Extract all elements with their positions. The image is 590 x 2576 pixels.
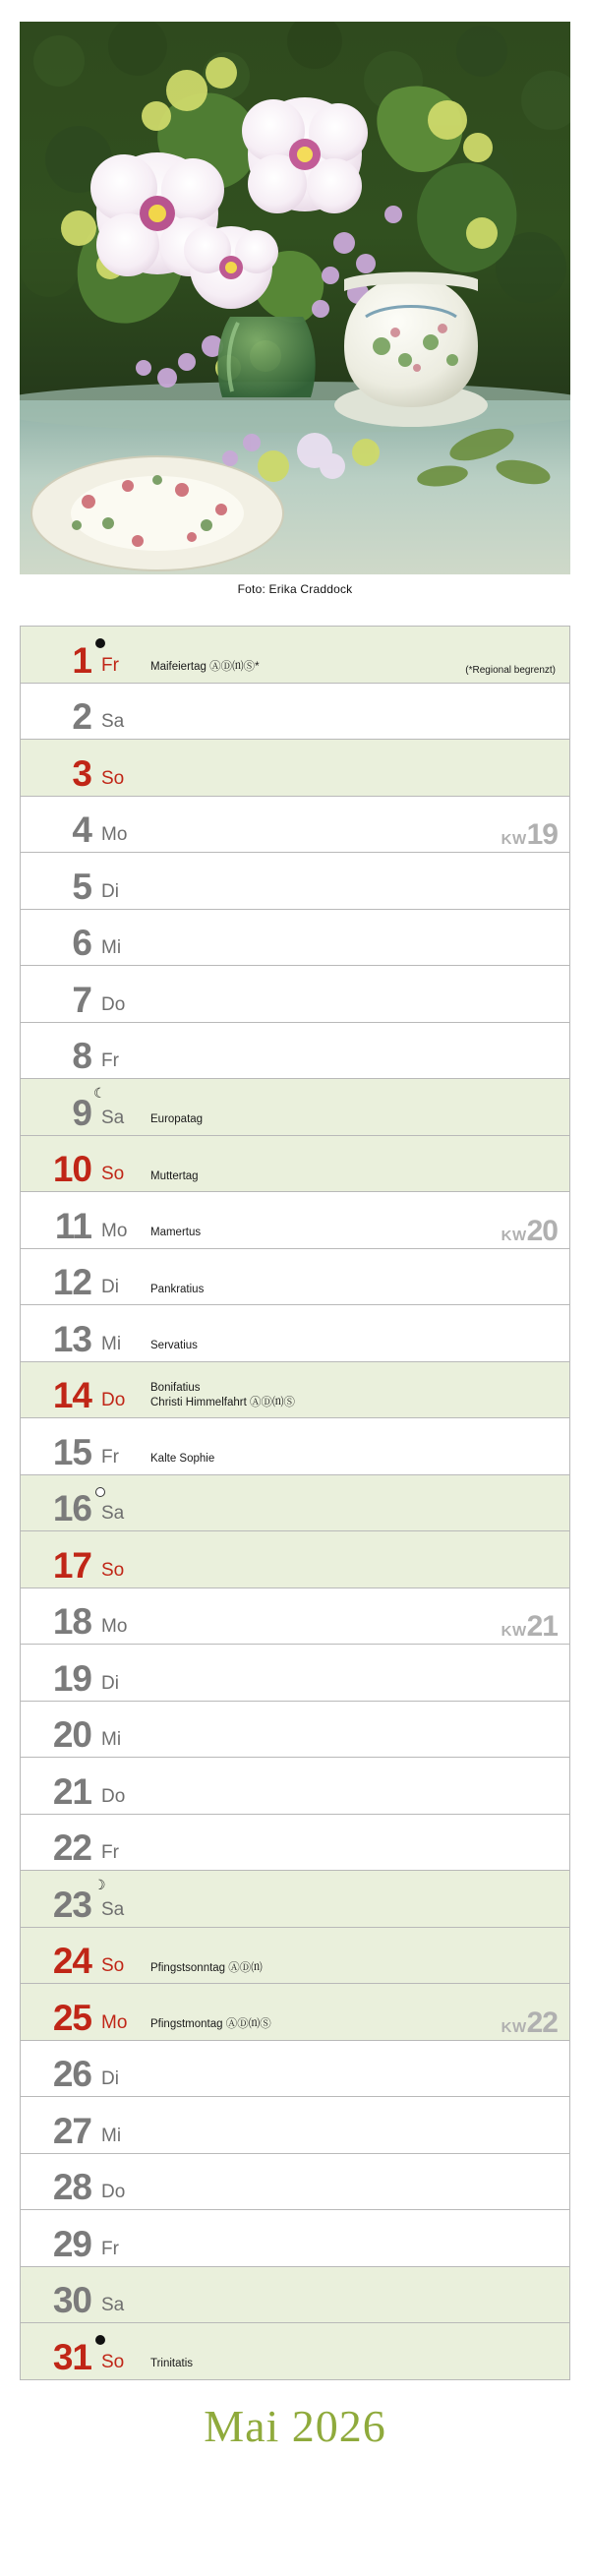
- day-weekday: Fr: [101, 1842, 119, 1863]
- day-number: 9: [72, 1092, 91, 1133]
- day-weekday: Sa: [101, 1107, 125, 1128]
- day-number: 12: [52, 1262, 91, 1302]
- day-weekday: Fr: [101, 2238, 119, 2259]
- day-weekday: So: [101, 767, 125, 789]
- day-events: [145, 1523, 556, 1530]
- day-weekday: Sa: [101, 2295, 125, 2315]
- full-moon-icon: [95, 1487, 105, 1497]
- day-row[interactable]: [21, 910, 569, 967]
- day-row[interactable]: [21, 1079, 569, 1136]
- day-events: [145, 788, 556, 796]
- week-number-value: 21: [526, 1610, 558, 1643]
- day-events: [145, 1580, 556, 1588]
- day-events: [145, 2314, 556, 2322]
- new-moon-icon: [95, 2335, 105, 2345]
- day-weekday: So: [101, 2351, 125, 2372]
- day-events: [145, 1919, 556, 1927]
- week-number-label: KW: [501, 831, 527, 848]
- day-number: 6: [72, 923, 91, 963]
- day-events: [145, 844, 556, 852]
- week-number-value: 22: [526, 2006, 558, 2039]
- day-weekday: Mo: [101, 2011, 128, 2033]
- day-row[interactable]: [21, 1192, 569, 1249]
- day-number: 8: [72, 1036, 91, 1076]
- day-events: [145, 1014, 556, 1022]
- day-weekday: Mo: [101, 824, 128, 845]
- footer: [20, 2398, 570, 2449]
- day-row[interactable]: [21, 1645, 569, 1702]
- day-events: [145, 731, 556, 739]
- day-weekday: Di: [101, 1672, 119, 1694]
- last-quarter-moon-icon: ☾: [93, 1085, 106, 1101]
- day-weekday: So: [101, 1955, 125, 1976]
- day-row[interactable]: [21, 1588, 569, 1646]
- day-event: Bonifatius: [150, 1382, 201, 1395]
- day-weekday: Sa: [101, 1503, 125, 1524]
- day-weekday: Fr: [101, 1446, 119, 1468]
- day-weekday: Mo: [101, 1616, 128, 1637]
- day-number: 26: [52, 2054, 91, 2094]
- day-number: 27: [52, 2110, 91, 2151]
- day-events: [145, 2088, 556, 2096]
- day-number: 22: [52, 1827, 91, 1868]
- day-number: 2: [72, 696, 91, 737]
- week-number-value: 20: [526, 1214, 558, 1247]
- day-weekday: So: [101, 1164, 125, 1184]
- day-events: [145, 1070, 556, 1078]
- day-number: 29: [52, 2223, 91, 2264]
- day-weekday: Mi: [101, 1729, 122, 1750]
- day-weekday: Mi: [101, 937, 122, 958]
- day-events: [145, 1339, 556, 1360]
- day-events: [145, 2017, 556, 2039]
- day-row[interactable]: [21, 740, 569, 797]
- week-number-label: KW: [501, 1227, 527, 1244]
- week-number-label: KW: [501, 1623, 527, 1640]
- day-event: Kalte Sophie: [150, 1453, 215, 1466]
- day-row[interactable]: [21, 1418, 569, 1475]
- day-events: [145, 2357, 556, 2378]
- day-row[interactable]: [21, 2267, 569, 2324]
- day-row[interactable]: [21, 2041, 569, 2098]
- first-quarter-moon-icon: ☽: [93, 1877, 106, 1892]
- day-row[interactable]: [21, 1702, 569, 1759]
- day-number: 25: [52, 1997, 91, 2038]
- day-row[interactable]: [21, 627, 569, 684]
- day-events: [145, 1112, 556, 1134]
- day-weekday: Fr: [101, 1050, 119, 1071]
- day-number: 3: [72, 752, 91, 794]
- week-number: [502, 820, 558, 850]
- day-number: 30: [52, 2280, 91, 2320]
- week-number: [502, 2008, 558, 2038]
- week-number-value: 19: [526, 818, 558, 851]
- day-weekday: Sa: [101, 1898, 125, 1920]
- day-number: 20: [52, 1714, 91, 1755]
- still-life-illustration: [20, 22, 570, 574]
- day-number: 1: [72, 639, 91, 681]
- photo-block: [20, 22, 570, 612]
- day-event: Pfingstsonntag ⒶⒹ⒩: [150, 1961, 263, 1974]
- day-events: [145, 2145, 556, 2153]
- day-row[interactable]: [21, 684, 569, 741]
- day-number: 16: [52, 1488, 91, 1528]
- day-events: [145, 2258, 556, 2266]
- day-number: 15: [52, 1431, 91, 1472]
- day-weekday: Do: [101, 1785, 126, 1807]
- day-row[interactable]: [21, 853, 569, 910]
- regional-note: (*Regional begrenzt): [465, 664, 556, 676]
- day-row[interactable]: [21, 2097, 569, 2154]
- day-weekday: Mo: [101, 1220, 128, 1241]
- day-row[interactable]: [21, 966, 569, 1023]
- day-events: [145, 1283, 556, 1304]
- day-weekday: Di: [101, 880, 119, 902]
- month-title: Mai 2026: [204, 2400, 386, 2451]
- day-weekday: Mi: [101, 1333, 122, 1354]
- day-event: Europatag: [150, 1113, 204, 1126]
- day-weekday: Do: [101, 993, 126, 1015]
- day-number: 11: [54, 1205, 91, 1246]
- day-weekday: Di: [101, 1277, 119, 1297]
- day-weekday: Fr: [101, 654, 119, 676]
- day-row[interactable]: [21, 1136, 569, 1193]
- day-number: 31: [52, 2336, 91, 2377]
- week-number: [501, 1214, 558, 1247]
- day-weekday: Mi: [101, 2125, 122, 2146]
- day-events: [145, 1226, 556, 1247]
- day-row[interactable]: [21, 1928, 569, 1985]
- day-number: 7: [72, 979, 91, 1020]
- day-row[interactable]: [21, 1023, 569, 1080]
- day-number: 13: [52, 1318, 91, 1359]
- day-event: Servatius: [150, 1340, 198, 1352]
- day-weekday: Sa: [101, 711, 125, 732]
- day-number: 23: [52, 1884, 91, 1925]
- day-row[interactable]: [21, 1815, 569, 1872]
- days-grid: [20, 626, 570, 2380]
- day-events: [145, 1636, 556, 1644]
- day-events: [145, 1381, 556, 1417]
- day-row[interactable]: [21, 2154, 569, 2211]
- day-number: 5: [72, 866, 91, 907]
- day-event: Pankratius: [150, 1283, 205, 1295]
- day-events: [145, 901, 556, 909]
- day-event: Trinitatis: [150, 2358, 194, 2370]
- day-weekday: Di: [101, 2068, 119, 2089]
- day-row[interactable]: [21, 2210, 569, 2267]
- day-event: Mamertus: [150, 1227, 202, 1239]
- day-events: [145, 1693, 556, 1701]
- day-number: 21: [52, 1770, 91, 1812]
- day-row[interactable]: [21, 1362, 569, 1419]
- day-row[interactable]: [21, 1531, 569, 1588]
- day-number: 24: [52, 1941, 91, 1981]
- day-number: 4: [72, 809, 91, 850]
- day-number: 14: [52, 1375, 91, 1415]
- day-number: 18: [52, 1601, 91, 1642]
- photo-credit: Foto: Erika Craddock: [237, 582, 353, 596]
- day-events: [145, 957, 556, 965]
- day-row[interactable]: [21, 1305, 569, 1362]
- day-row[interactable]: [21, 797, 569, 854]
- calendar-photo: [20, 22, 570, 574]
- day-row[interactable]: [21, 1249, 569, 1306]
- day-weekday: So: [101, 1559, 125, 1581]
- day-row[interactable]: [21, 2323, 569, 2380]
- day-event: Maifeiertag ⒶⒹ⒩Ⓢ*: [150, 661, 260, 674]
- day-row[interactable]: [21, 1871, 569, 1928]
- day-number: 17: [52, 1544, 91, 1586]
- day-number: 19: [52, 1657, 91, 1699]
- day-events: [145, 1452, 556, 1473]
- new-moon-icon: [95, 638, 105, 648]
- day-number: 10: [52, 1149, 91, 1189]
- day-weekday: Do: [101, 1390, 126, 1410]
- day-events: [145, 1806, 556, 1814]
- day-weekday: Do: [101, 2182, 126, 2202]
- week-number: [502, 1612, 558, 1642]
- day-number: 28: [52, 2167, 91, 2207]
- day-row[interactable]: [21, 1984, 569, 2041]
- day-events: [145, 2201, 556, 2209]
- day-event: Christi Himmelfahrt ⒶⒹ⒩Ⓢ: [150, 1396, 295, 1408]
- week-number-label: KW: [501, 2018, 527, 2036]
- day-events: [145, 1961, 556, 1983]
- day-events: [145, 1862, 556, 1870]
- day-row[interactable]: [21, 1758, 569, 1815]
- day-event: Pfingstmontag ⒶⒹ⒩Ⓢ: [150, 2018, 271, 2031]
- day-events: [145, 1169, 556, 1191]
- day-row[interactable]: [21, 1475, 569, 1532]
- day-event: Muttertag: [150, 1169, 199, 1182]
- day-events: [145, 1749, 556, 1757]
